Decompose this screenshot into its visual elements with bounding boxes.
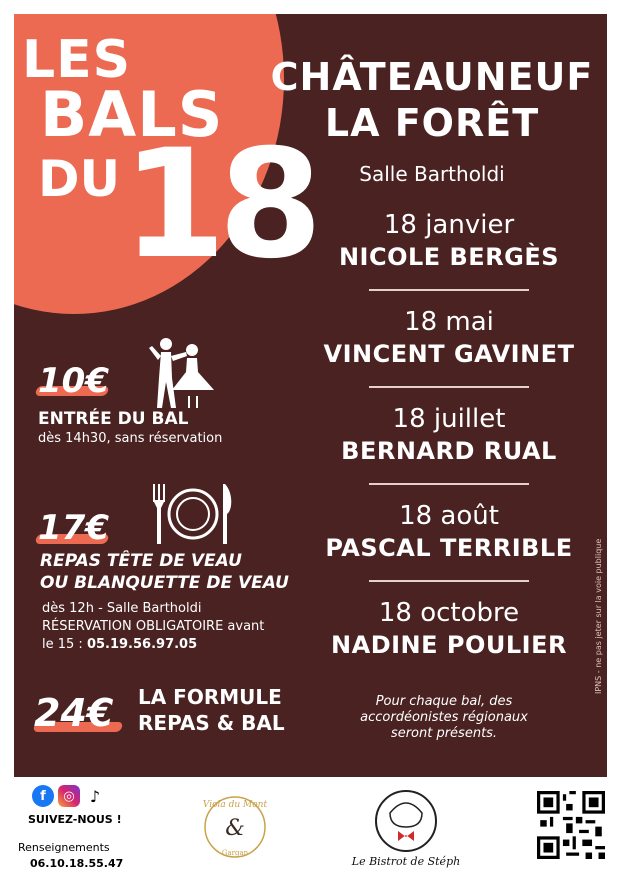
event-divider [369, 289, 529, 291]
price-repas: 17€ [38, 508, 109, 548]
dancers-icon [144, 334, 224, 414]
event-item [314, 305, 584, 402]
event-date: 18 juillet [392, 404, 506, 434]
svg-text:Le Bistrot de Stéph: Le Bistrot de Stéph [351, 855, 461, 868]
event-date: 18 octobre [378, 598, 520, 628]
info-label: Renseignements [18, 841, 110, 854]
info-phone[interactable]: 06.10.18.55.47 [30, 857, 124, 870]
events-list [314, 208, 584, 693]
event-divider [369, 386, 529, 388]
event-item [314, 208, 584, 305]
reservation-phone[interactable]: 05.19.56.97.05 [86, 637, 198, 652]
instagram-icon[interactable]: ◎ [58, 785, 80, 807]
event-item [314, 402, 584, 499]
cutlery-icon [149, 482, 239, 546]
offer-formule-title-2: REPAS & BAL [138, 711, 285, 735]
town-line-1: CHÂTEAUNEUF [270, 55, 594, 99]
venue: Salle Bartholdi [359, 162, 505, 186]
offer-bal-title: ENTRÉE DU BAL [38, 409, 189, 429]
poster-panel [14, 14, 607, 777]
offer-repas-details-1: dès 12h - Salle Bartholdi [42, 601, 202, 616]
offer-repas-details-prefix: le 15 : [42, 637, 87, 652]
follow-label: SUIVEZ-NOUS ! [28, 813, 122, 826]
qr-code[interactable] [537, 791, 605, 859]
accordion-note: Pour chaque bal, des accordéonistes régionaux seront présents. [360, 694, 528, 741]
bistrot-logo [346, 783, 466, 871]
footer [0, 777, 621, 878]
offer-bal-details: dès 14h30, sans réservation [38, 431, 223, 446]
svg-text:Viola du Mont: Viola du Mont [202, 800, 268, 810]
title-du: DU [38, 150, 121, 208]
title-bals: BALS [40, 78, 224, 151]
town-line-2: LA FORÊT [324, 101, 540, 145]
event-date: 18 janvier [383, 210, 515, 240]
offer-repas-title-1: REPAS TÊTE DE VEAU [40, 551, 242, 571]
offer-repas-details-3 [42, 636, 197, 654]
tiktok-icon[interactable]: ♪ [84, 785, 106, 807]
offer-repas-details-2: RÉSERVATION OBLIGATOIRE avant [42, 619, 265, 634]
print-note: IPNS - ne pas jeter sur la voie publique [594, 538, 603, 694]
title-les: LES [22, 30, 132, 90]
svg-text:Gargan: Gargan [221, 849, 249, 857]
event-date: 18 mai [404, 307, 494, 337]
town-name [267, 54, 597, 146]
event-item [314, 499, 584, 596]
price-formule: 24€ [34, 691, 114, 735]
event-divider [369, 580, 529, 582]
event-item [314, 596, 584, 693]
event-artist: VINCENT GAVINET [323, 340, 575, 368]
event-date: 18 août [399, 501, 499, 531]
event-artist: PASCAL TERRIBLE [325, 534, 573, 562]
price-bal: 10€ [38, 361, 109, 401]
svg-text:&: & [225, 816, 245, 841]
viola-logo [196, 785, 274, 869]
facebook-icon[interactable]: f [32, 785, 54, 807]
title-number: 18 [122, 118, 315, 292]
event-artist: NADINE POULIER [331, 631, 567, 659]
social-links [32, 785, 106, 807]
event-artist: BERNARD RUAL [341, 437, 557, 465]
offer-repas-title-2: OU BLANQUETTE DE VEAU [40, 573, 289, 593]
offer-formule-title-1: LA FORMULE [138, 685, 282, 709]
event-divider [369, 483, 529, 485]
event-artist: NICOLE BERGÈS [338, 243, 560, 271]
